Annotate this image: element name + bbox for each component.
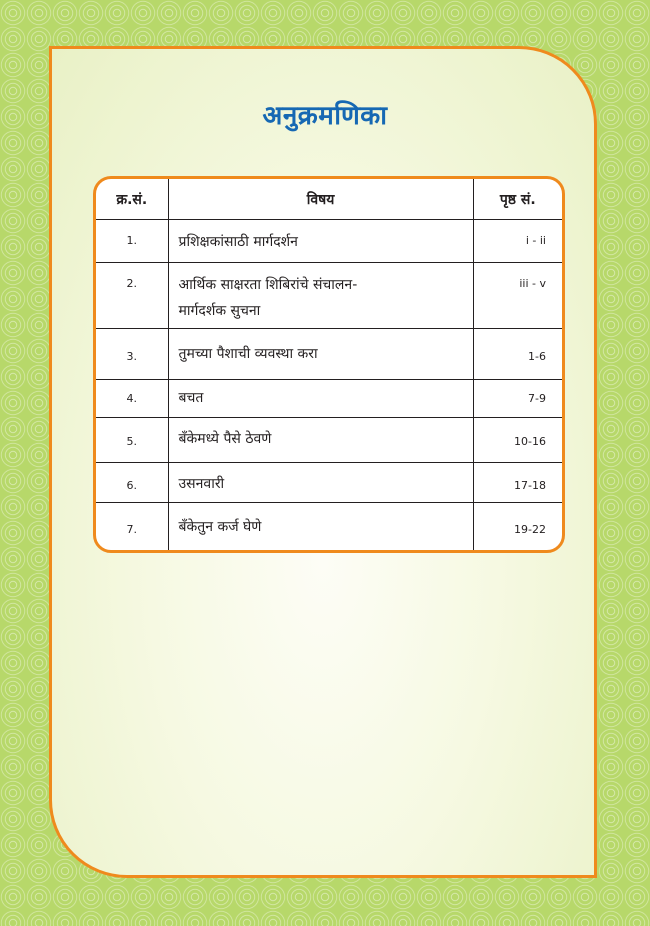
row-number: 7. bbox=[96, 503, 168, 551]
row-pages: i - ii bbox=[473, 220, 562, 263]
row-number: 6. bbox=[96, 463, 168, 503]
row-subject: बँकेतुन कर्ज घेणे bbox=[168, 503, 473, 551]
row-pages: 10-16 bbox=[473, 418, 562, 463]
table-row bbox=[96, 220, 562, 263]
row-pages: 17-18 bbox=[473, 463, 562, 503]
row-pages: 19-22 bbox=[473, 503, 562, 551]
header-page: पृष्ठ सं. bbox=[473, 179, 562, 220]
row-subject-line2: मार्गदर्शक सुचना bbox=[178, 303, 261, 319]
row-subject bbox=[168, 263, 473, 329]
row-subject-line1: आर्थिक साक्षरता शिबिरांचे संचालन- bbox=[178, 277, 358, 293]
row-subject: बँकेमध्ये पैसे ठेवणे bbox=[168, 418, 473, 463]
header-serial: क्र.सं. bbox=[116, 191, 148, 208]
table-of-contents bbox=[93, 176, 565, 553]
row-subject: बचत bbox=[168, 380, 473, 418]
row-number: 2. bbox=[96, 263, 168, 329]
row-pages: iii - v bbox=[473, 263, 562, 329]
toc-table bbox=[96, 179, 562, 551]
row-subject: उसनवारी bbox=[168, 463, 473, 503]
table-row bbox=[96, 329, 562, 380]
table-row bbox=[96, 380, 562, 418]
row-subject: प्रशिक्षकांसाठी मार्गदर्शन bbox=[168, 220, 473, 263]
row-number: 4. bbox=[96, 380, 168, 418]
row-number: 1. bbox=[96, 220, 168, 263]
page-title: अनुक्रमणिका bbox=[262, 101, 388, 131]
row-number: 5. bbox=[96, 418, 168, 463]
table-row bbox=[96, 418, 562, 463]
table-row bbox=[96, 263, 562, 329]
row-subject: तुमच्या पैशाची व्यवस्था करा bbox=[168, 329, 473, 380]
table-row bbox=[96, 463, 562, 503]
table-header-row bbox=[96, 179, 562, 220]
row-pages: 1-6 bbox=[473, 329, 562, 380]
row-pages: 7-9 bbox=[473, 380, 562, 418]
header-subject: विषय bbox=[168, 179, 473, 220]
row-number: 3. bbox=[96, 329, 168, 380]
table-row bbox=[96, 503, 562, 551]
